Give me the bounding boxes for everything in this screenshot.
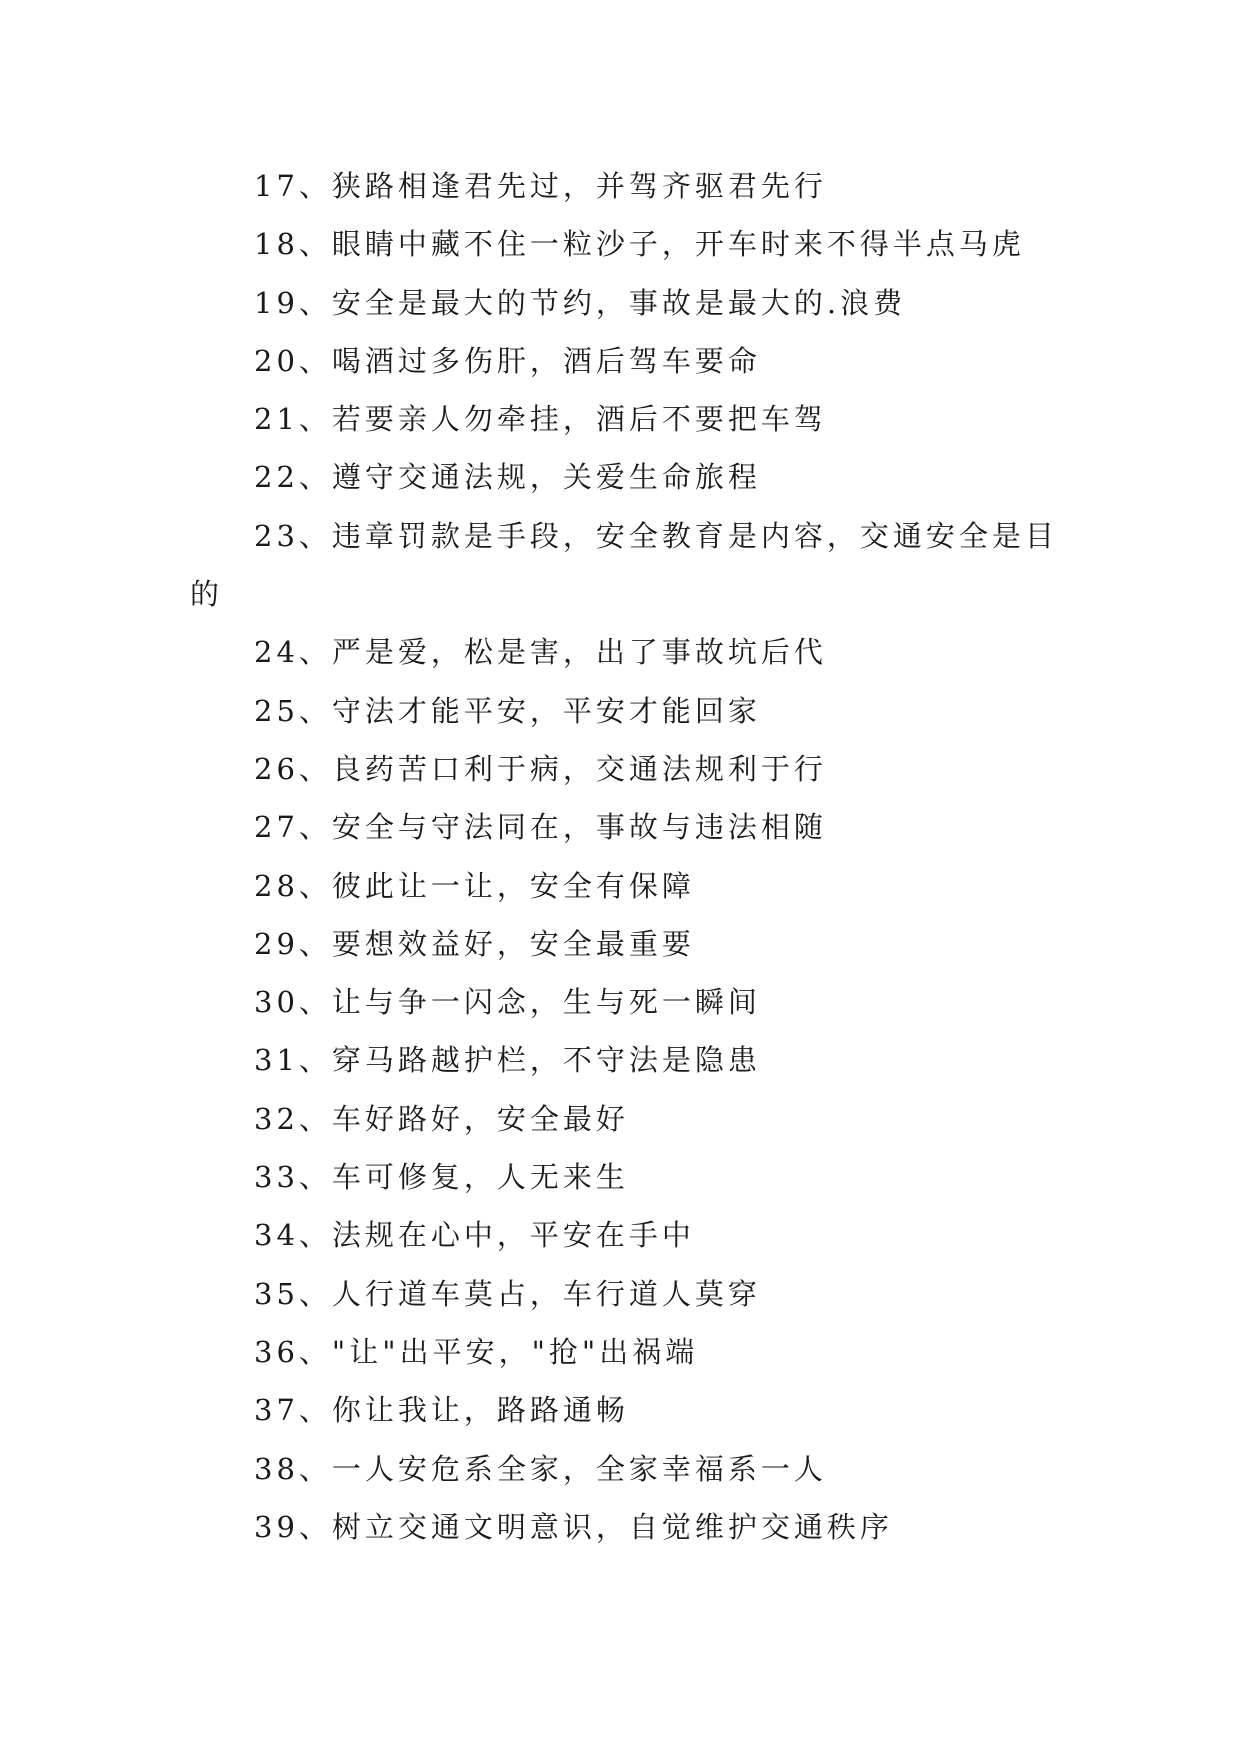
slogan-line: 22、遵守交通法规，关爱生命旅程 <box>254 460 761 495</box>
slogan-line: 35、人行道车莫占，车行道人莫穿 <box>254 1276 761 1311</box>
slogan-line: 21、若要亲人勿牵挂，酒后不要把车驾 <box>254 402 827 437</box>
slogan-line: 34、法规在心中，平安在手中 <box>254 1218 695 1253</box>
slogan-line: 30、让与争一闪念，生与死一瞬间 <box>254 985 761 1020</box>
slogan-line: 26、良药苦口利于病，交通法规利于行 <box>254 751 827 786</box>
slogan-line: 31、穿马路越护栏，不守法是隐患 <box>254 1043 761 1078</box>
slogan-line: 27、安全与守法同在，事故与违法相随 <box>254 810 827 845</box>
slogan-line: 23、违章罚款是手段，安全教育是内容，交通安全是目 <box>254 518 1058 553</box>
slogan-line-continuation: 的 <box>190 577 224 612</box>
slogan-line: 36、"让"出平安，"抢"出祸端 <box>254 1334 699 1369</box>
slogan-line: 33、车可修复，人无来生 <box>254 1160 629 1195</box>
slogan-line: 37、你让我让，路路通畅 <box>254 1393 629 1428</box>
slogan-line: 29、要想效益好，安全最重要 <box>254 926 695 961</box>
slogan-line: 17、狭路相逢君先过，并驾齐驱君先行 <box>254 169 827 203</box>
slogan-line: 19、安全是最大的节约，事故是最大的.浪费 <box>254 285 907 320</box>
slogan-line: 18、眼睛中藏不住一粒沙子，开车时来不得半点马虎 <box>254 227 1025 262</box>
slogan-line: 32、车好路好，安全最好 <box>254 1101 629 1136</box>
slogan-line: 28、彼此让一让，安全有保障 <box>254 868 695 903</box>
slogan-line: 25、守法才能平安，平安才能回家 <box>254 693 761 728</box>
slogan-line: 38、一人安危系全家，全家幸福系一人 <box>254 1451 827 1486</box>
slogan-line: 20、喝酒过多伤肝，酒后驾车要命 <box>254 343 761 378</box>
slogan-line: 24、严是爱，松是害，出了事故坑后代 <box>254 635 827 670</box>
slogan-line: 39、树立交通文明意识，自觉维护交通秩序 <box>254 1509 893 1544</box>
slogan-list <box>190 157 1060 1556</box>
